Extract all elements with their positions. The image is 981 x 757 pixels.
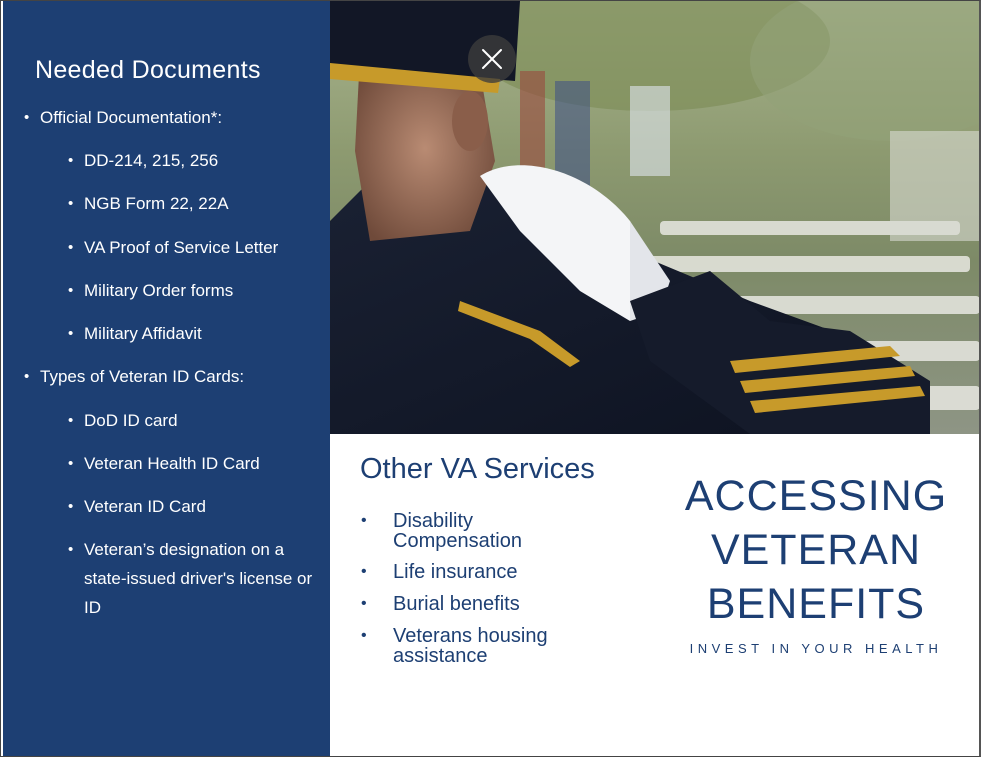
- document-item: DoD ID card: [84, 411, 178, 430]
- document-item: VA Proof of Service Letter: [84, 238, 279, 257]
- needed-documents-title: Needed Documents: [35, 56, 261, 84]
- document-item: Veteran Health ID Card: [84, 454, 260, 473]
- bullet-icon: •: [24, 368, 30, 385]
- service-item: Veterans housing assistance: [393, 625, 548, 667]
- bullet-icon: •: [361, 563, 367, 580]
- section-label-id-cards: Types of Veteran ID Cards:: [40, 367, 245, 386]
- bullet-icon: •: [68, 455, 74, 472]
- needed-documents-panel: [3, 1, 330, 757]
- bullet-icon: •: [68, 498, 74, 515]
- close-button[interactable]: [468, 35, 516, 83]
- list-item: [361, 593, 593, 615]
- bullet-icon: •: [68, 152, 74, 169]
- list-item: [361, 625, 593, 667]
- list-item: [24, 362, 245, 391]
- bullet-icon: •: [68, 325, 74, 342]
- bullet-icon: •: [68, 239, 74, 256]
- list-item: [68, 319, 202, 348]
- bullet-icon: •: [68, 282, 74, 299]
- bullet-icon: •: [361, 627, 367, 644]
- other-services-title: Other VA Services: [360, 453, 595, 485]
- list-item: [24, 103, 223, 132]
- accessing-veteran-benefits-title: ACCESSING VETERAN BENEFITS: [684, 472, 948, 628]
- list-item: [361, 510, 593, 552]
- list-item: [361, 561, 593, 583]
- section-label-official: Official Documentation*:: [40, 108, 223, 127]
- list-item: [68, 276, 234, 305]
- bullet-icon: •: [68, 195, 74, 212]
- service-item: Disability Compensation: [393, 510, 522, 552]
- service-item: Burial benefits: [393, 593, 520, 615]
- list-item: [68, 189, 229, 218]
- list-item: [68, 535, 314, 622]
- list-item: [68, 233, 279, 262]
- close-icon: [480, 47, 504, 71]
- list-item: [68, 146, 219, 175]
- document-item: Veteran ID Card: [84, 497, 206, 516]
- service-item: Life insurance: [393, 561, 518, 583]
- bullet-icon: •: [361, 595, 367, 612]
- document-item: Veteran’s designation on a state-issued driver's license or ID: [84, 540, 313, 617]
- document-item: Military Affidavit: [84, 324, 202, 343]
- saluting-soldier-photo: [330, 1, 981, 434]
- bullet-icon: •: [361, 512, 367, 529]
- list-item: [68, 492, 206, 521]
- bullet-icon: •: [68, 412, 74, 429]
- document-item: DD-214, 215, 256: [84, 151, 219, 170]
- document-item: NGB Form 22, 22A: [84, 194, 229, 213]
- document-item: Military Order forms: [84, 281, 234, 300]
- list-item: [68, 449, 260, 478]
- bullet-icon: •: [68, 541, 74, 558]
- bullet-icon: •: [24, 109, 30, 126]
- list-item: [68, 406, 178, 435]
- invest-in-your-health-subtitle: INVEST IN YOUR HEALTH: [689, 641, 943, 656]
